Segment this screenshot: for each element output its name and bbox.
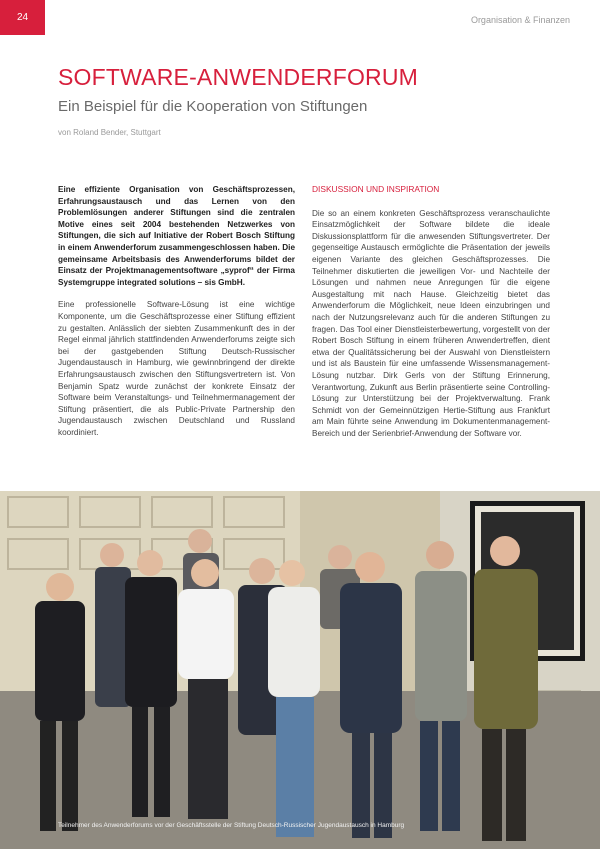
page-number: 24 — [16, 12, 29, 23]
group-photo-image — [0, 491, 600, 849]
left-body-paragraph: Eine professionelle Software-Lösung ist eine wichtige Komponente, um die Geschäftsprozesse einer Stiftung effizient zu gestalten. Anlässlich der siebten Zusammenkunft des in der Regel einmal jährlich stattfindenden Anwenderforums zeigte sich bei der gastgebenden Stiftung Deutsch-Russischer Jugendaustausch in Hamburg, wie gewinnbringend der direkte Erfahrungsaustausch zwischen den Stiftungsvertretern ist. Von Benjamin Spatz wurde zunächst der konkrete Einsatz der Software beim Veranstaltungs- und Teilnehmermanagement der Stiftung präsentiert, die als Public-Private Partnership den Jugendaustausch zwischen Deutschland und Russland koordiniert. — [58, 300, 295, 437]
section-heading: DISKUSSION UND INSPIRATION — [312, 184, 440, 194]
article-title: SOFTWARE-ANWENDERFORUM — [58, 64, 419, 90]
article-subtitle: Ein Beispiel für die Kooperation von Stiftungen — [58, 98, 368, 115]
right-column — [312, 184, 550, 439]
right-body-paragraph: Die so an einem konkreten Geschäftsprozess veranschaulichte Einsatzmöglichkeit der Software bildete die ideale Diskussionsplattform für die anwesenden Stiftungsvertreter. Der gegenseitige Austausch ermöglichte die Präsentation der jeweils eigenen Variante des gleichen Geschäftsprozesses. Die Teilnehmer diskutierten die jeweiligen Vor- und Nachteile der Lösungen und nahmen neue Anregungen für die eigene Ausgestaltung mit nach Hause. Gleichzeitig bietet das Anwenderforum die Möglichkeit, neue Ideen einzubringen und nach der Nutzungsrelevanz auch für die anderen Stiftungen zu fragen. Das Tool einer Dienstleisterbewertung, vorgestellt von der Robert Bosch Stiftung in einem früheren Anwendertreffen, dient etwa der Qualitätssicherung bei der Auswahl von Dienstleistern und ist als Baustein für eine umfassende Wissensmanagement-Lösung nutzbar. Dirk Gerls von der Stiftung Erinnerung, Verantwortung, Zukunft aus Berlin präsentierte seine Controlling-Lösung zur Unterstützung bei der Projektverwaltung. Frank Schmidt von der Gemeinnützigen Hertie-Stiftung aus Frankfurt am Main führte seine Anwendung im Dokumentenmanagement-Bereich und der Serienbrief-Anwendung der Software vor. — [312, 208, 550, 438]
page-number-badge — [0, 0, 45, 35]
section-label: Organisation & Finanzen — [470, 15, 570, 25]
left-column — [58, 184, 295, 438]
byline: von Roland Bender, Stuttgart — [58, 128, 161, 137]
group-photo — [0, 491, 600, 849]
photo-caption: Teilnehmer des Anwenderforums vor der Geschäftsstelle der Stiftung Deutsch-Russischer Jugendaustausch in Hamburg — [58, 822, 405, 829]
lead-paragraph: Eine effiziente Organisation von Geschäftsprozessen, Erfahrungsaustausch und das Lernen von den Problemlösungen anderer Stiftungen sind die zentralen Motive eines seit 2004 bestehenden Netzwerkes von Stiftungen, die sich auf Initiative der Robert Bosch Stiftung in einem Anwenderforum zusammengeschlossen haben. Die gemeinsame Arbeitsbasis des Anwenderforums bildet der Einsatz der Projektmanagementsoftware „syprof“ der Firma Systemgruppe integrated solutions – sis GmbH. — [58, 185, 295, 287]
